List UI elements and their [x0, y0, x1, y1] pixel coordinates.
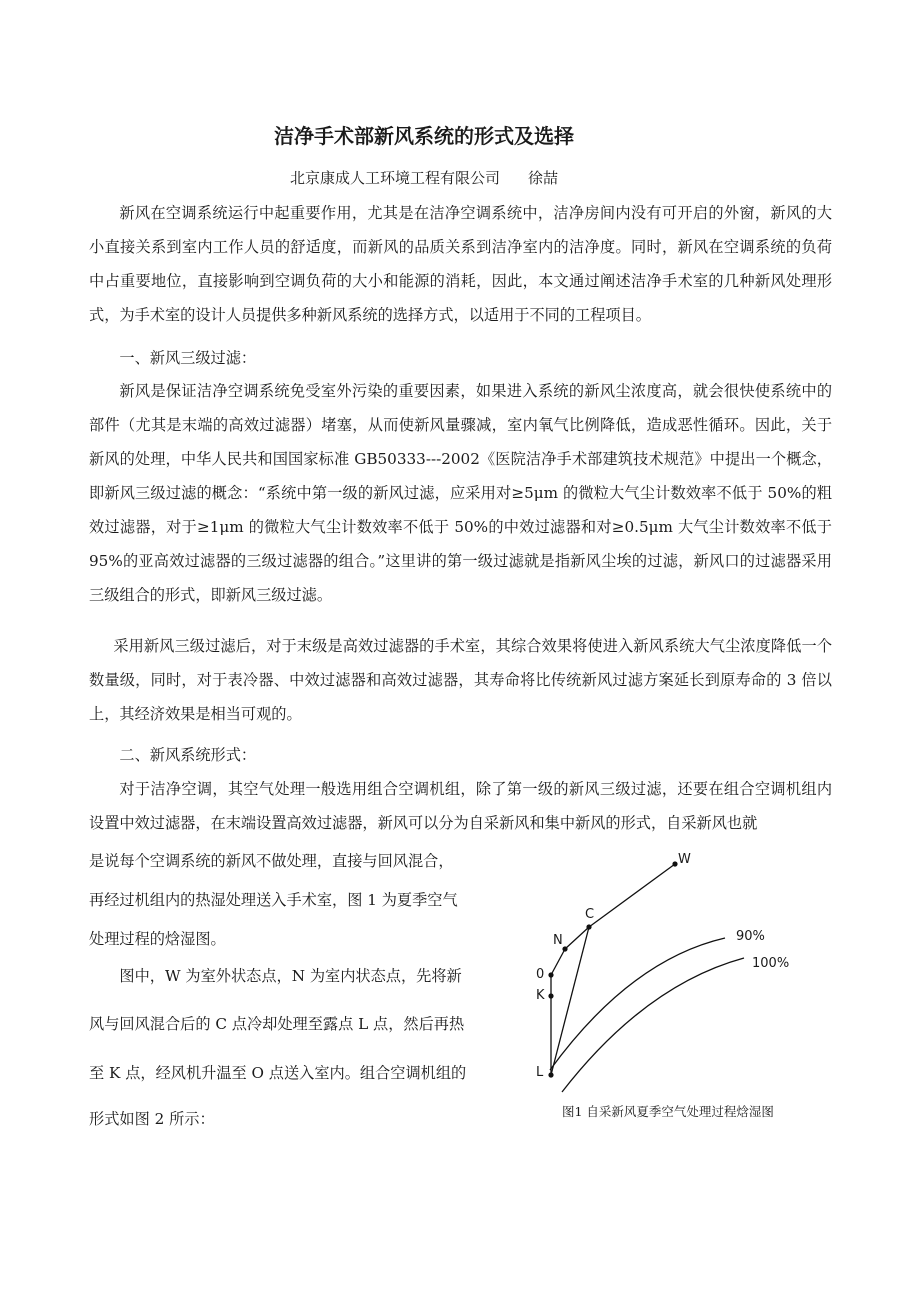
point-C [586, 924, 591, 929]
label-C: C [585, 907, 595, 922]
label-W: W [678, 852, 691, 867]
point-W [672, 861, 677, 866]
paragraph-intro: 新风在空调系统运行中起重要作用，尤其是在洁净空调系统中，洁净房间内没有可开启的外窗，新风的大小直接关系到室内工作人员的舒适度，而新风的品质关系到洁净室内的洁净度。同时，新风在空调系统的负荷中占重要地位，直接影响到空调负荷的大小和能源的消耗，因此，本文通过阐述洁净手术室的几种新风处理形式，为手术室的设计人员提供多种新风系统的选择方式，以适用于不同的工程项目。 [89, 204, 832, 324]
figure-caption: 图1 自采新风夏季空气处理过程焓湿图 [562, 1104, 774, 1119]
byline-author: 徐喆 [528, 169, 559, 187]
line-N-O [551, 949, 565, 975]
line-C-N [565, 927, 589, 949]
byline-organization: 北京康成人工环境工程有限公司 [289, 169, 500, 187]
label-90-percent: 90% [736, 929, 765, 944]
paragraph-line: 风与回风混合后的 C 点冷却处理至露点 L 点，然后再热 [89, 1015, 465, 1033]
paragraph-line: 至 K 点，经风机升温至 O 点送入室内。组合空调机组的 [89, 1064, 467, 1082]
paragraph-filtration-effect: 采用新风三级过滤后，对于末级是高效过滤器的手术室，其综合效果将使进入新风系统大气尘浓度降低一个数量级，同时，对于表冷器、中效过滤器和高效过滤器，其寿命将比传统新风过滤方案延长到原寿命的 3 倍以上，其经济效果是相当可观的。 [89, 637, 832, 723]
page-title: 洁净手术部新风系统的形式及选择 [274, 124, 574, 148]
paragraph-line: 是说每个空调系统的新风不做处理，直接与回风混合， [89, 852, 454, 870]
point-N [562, 946, 567, 951]
section-heading-1: 一、新风三级过滤： [119, 349, 257, 367]
label-K: K [536, 988, 545, 1003]
paragraph-system-forms: 对于洁净空调，其空气处理一般选用组合空调机组，除了第一级的新风三级过滤，还要在组合空调机组内设置中效过滤器，在末端设置高效过滤器，新风可以分为自采新风和集中新风的形式，自采新风也就 [89, 780, 832, 832]
byline [0, 167, 848, 188]
line-W-C [589, 864, 675, 927]
paragraph-line: 图中，W 为室外状态点，N 为室内状态点，先将新 [119, 967, 462, 985]
point-K [548, 993, 553, 998]
paragraph-line: 形式如图 2 所示： [89, 1110, 215, 1128]
paragraph-filtration: 新风是保证洁净空调系统免受室外污染的重要因素，如果进入系统的新风尘浓度高，就会很快使系统中的部件（尤其是末端的高效过滤器）堵塞，从而使新风量骤减，室内氧气比例降低，造成恶性循环。因此，关于新风的处理，中华人民共和国国家标准 GB50333---2002《医院洁净手术部建筑技术规范》中提出一个概念，即新风三级过滤的概念：“系统中第一级的新风过滤，应采用对≥5μm 的微粒大气尘计数效率不低于 50%的粗效过滤器，对于≥1μm 的微粒大气尘计数效率不低于 50%的中效过滤器和对≥0.5μm 大气尘计数效率不低于 95%的亚高效过滤器的三级过滤器的组合。”这里讲的第一级过滤就是指新风尘埃的过滤，新风口的过滤器采用三级组合的形式，即新风三级过滤。 [89, 382, 832, 604]
label-100-percent: 100% [752, 956, 790, 971]
paragraph-line: 再经过机组内的热湿处理送入手术室，图 1 为夏季空气 [89, 891, 458, 909]
psychrometric-chart [520, 845, 820, 1135]
curve-100-percent [562, 958, 744, 1092]
label-O: 0 [536, 967, 545, 982]
psychrometric-chart-figure [520, 845, 820, 1135]
point-L [548, 1072, 553, 1077]
label-L: L [536, 1065, 544, 1080]
curve-90-percent [550, 938, 725, 1070]
point-O [548, 972, 553, 977]
label-N: N [553, 933, 563, 948]
line-C-L [551, 927, 589, 1075]
section-heading-2: 二、新风系统形式： [119, 746, 257, 764]
paragraph-line: 处理过程的焓湿图。 [89, 930, 226, 948]
